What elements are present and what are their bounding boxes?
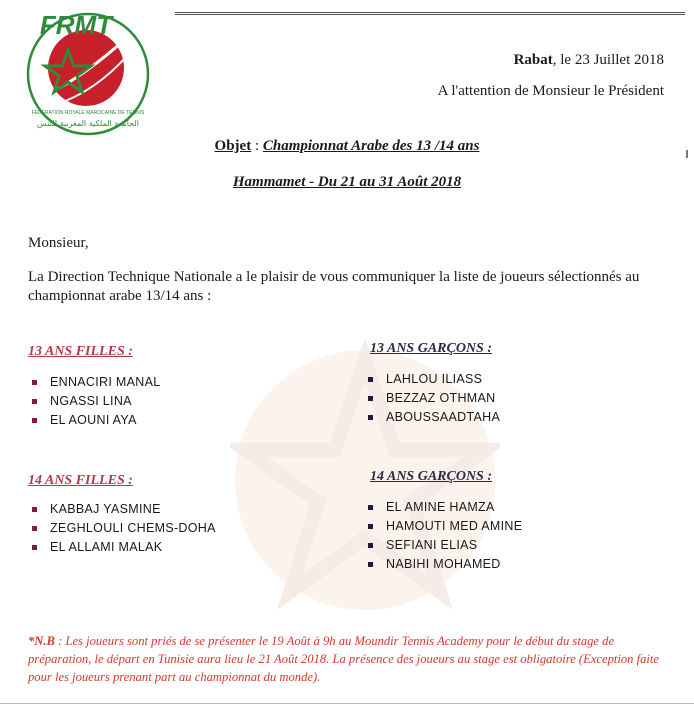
list-item (364, 536, 522, 555)
footer-rule (0, 703, 694, 704)
subject-location: Hammamet - Du 21 au 31 Août 2018 (232, 174, 462, 190)
logo-acronym: FRMT (39, 10, 113, 40)
player-name: ABOUSSAADTAHA (386, 410, 501, 424)
player-list-girls-14 (28, 500, 216, 557)
list-item (364, 370, 500, 389)
player-list-boys-14 (364, 498, 522, 574)
category-title-boys-14: 14 ANS GARÇONS : (370, 469, 493, 484)
player-list-boys-13 (364, 370, 500, 427)
note-paragraph (28, 632, 678, 686)
list-item (28, 519, 216, 538)
list-item (28, 538, 216, 557)
category-title-boys-13: 13 ANS GARÇONS : (370, 341, 493, 356)
header-rule (175, 12, 685, 15)
player-name: NABIHI MOHAMED (386, 557, 501, 571)
city: Rabat (513, 52, 553, 68)
list-item (364, 389, 500, 408)
bullet-icon (32, 380, 37, 385)
player-name: KABBAJ YASMINE (50, 502, 161, 516)
subject-title: Championnat Arabe des 13 /14 ans (262, 138, 480, 154)
subject-label: Objet (214, 138, 252, 154)
bullet-icon (32, 418, 37, 423)
category-title-girls-14: 14 ANS FILLES : (28, 473, 133, 488)
list-item (364, 517, 522, 536)
player-name: NGASSI LINA (50, 394, 132, 408)
frmt-logo (18, 2, 158, 142)
letter-date (514, 52, 664, 69)
category-title-girls-13: 13 ANS FILLES : (28, 344, 133, 359)
bullet-icon (368, 505, 373, 510)
salutation: Monsieur, (28, 235, 89, 251)
bullet-icon (32, 507, 37, 512)
bullet-icon (368, 396, 373, 401)
player-name: SEFIANI ELIAS (386, 538, 478, 552)
logo-subtitle-fr: FÉDÉRATION ROYALE MAROCAINE DE TENNIS (31, 110, 145, 116)
player-name: EL ALLAMI MALAK (50, 540, 163, 554)
player-name: ENNACIRI MANAL (50, 375, 161, 389)
date-text: , le 23 Juillet 2018 (552, 52, 664, 68)
list-item (364, 555, 522, 574)
player-list-girls-13 (28, 373, 160, 430)
list-item (28, 411, 160, 430)
bullet-icon (32, 545, 37, 550)
bullet-icon (368, 415, 373, 420)
bullet-icon (368, 377, 373, 382)
bullet-icon (32, 399, 37, 404)
list-item (28, 392, 160, 411)
bullet-icon (32, 526, 37, 531)
list-item (364, 498, 522, 517)
bullet-icon (368, 524, 373, 529)
attention-line: A l'attention de Monsieur le Président (437, 83, 664, 99)
subject-line (0, 138, 694, 155)
logo-subtitle-ar: الجامعة الملكية المغربية للتنس (37, 119, 139, 128)
bullet-icon (368, 562, 373, 567)
list-item (28, 373, 160, 392)
list-item (28, 500, 216, 519)
player-name: HAMOUTI MED AMINE (386, 519, 523, 533)
player-name: LAHLOU ILIASS (386, 372, 483, 386)
player-name: BEZZAZ OTHMAN (386, 391, 496, 405)
list-item (364, 408, 500, 427)
player-name: ZEGHLOULI CHEMS-DOHA (50, 521, 216, 535)
intro-paragraph: La Direction Technique Nationale a le plaisir de vous communiquer la liste de joueurs sélectionnés au championnat arabe 13/14 ans : (28, 269, 640, 304)
bullet-icon (368, 543, 373, 548)
player-name: EL AOUNI AYA (50, 413, 137, 427)
player-name: EL AMINE HAMZA (386, 500, 495, 514)
note-label: *N.B (28, 634, 55, 648)
note-text: : Les joueurs sont priés de se présenter le 19 Août à 9h au Moundir Tennis Academy pour le début du stage de préparation, le départ en Tunisie aura lieu le 21 Août 2018. La présence des joueurs au stage est obligatoire (Exception faite pour les joueurs prenant part au championnat du monde). (28, 634, 660, 684)
subject-separator: : (251, 138, 263, 154)
